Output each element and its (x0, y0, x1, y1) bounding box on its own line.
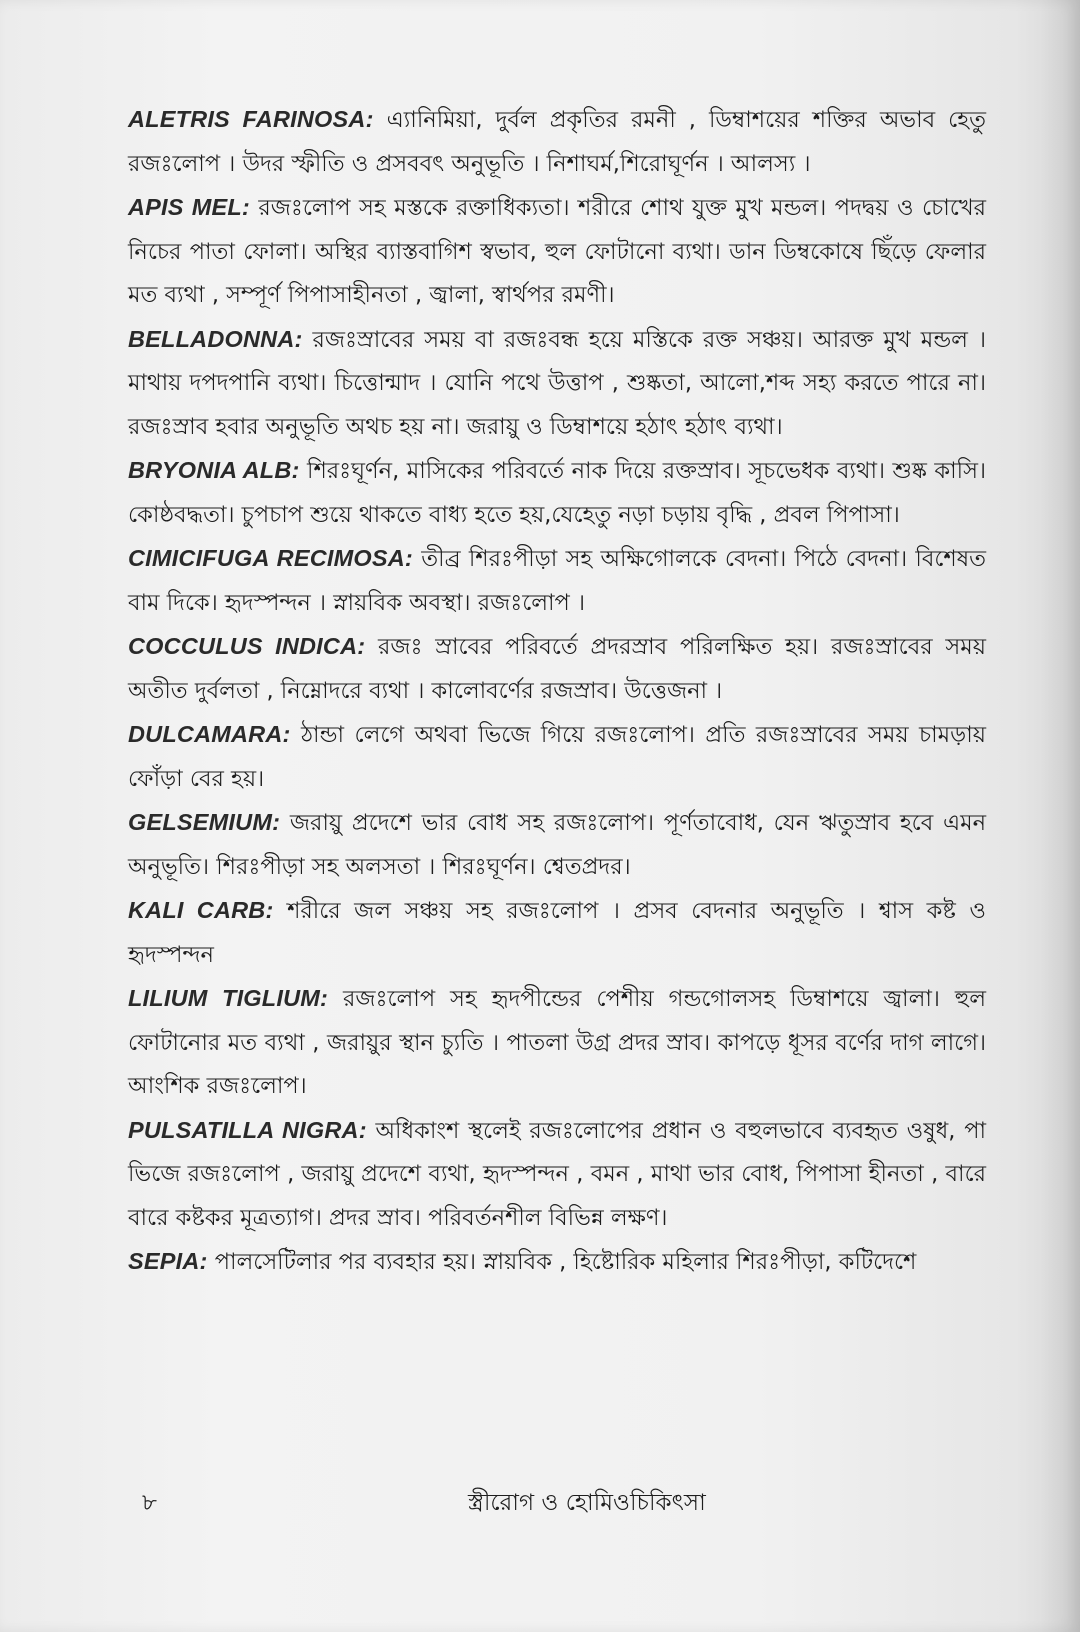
remedy-name: SEPIA: (128, 1248, 208, 1274)
remedy-entry (128, 318, 986, 450)
remedy-entry (128, 186, 986, 318)
remedy-name: CIMICIFUGA RECIMOSA: (128, 545, 413, 571)
remedy-name: DULCAMARA: (128, 721, 291, 747)
remedy-description: শিরঃঘূর্ণন, মাসিকের পরিবর্তে নাক দিয়ে রক্তস্রাব। সূচভেধক ব্যথা। শুষ্ক কাসি। কোষ্ঠবদ্ধতা। চুপচাপ শুয়ে থাকতে বাধ্য হতে হয়,যেহেতু নড়া চড়ায় বৃদ্ধি , প্রবল পিপাসা। (128, 458, 987, 528)
remedy-description: শরীরে জল সঞ্চয় সহ রজঃলোপ । প্রসব বেদনার অনুভূতি । শ্বাস কষ্ট ও হৃদস্পন্দন (128, 898, 986, 968)
remedy-name: COCCULUS INDICA: (128, 633, 366, 659)
remedy-entry (128, 1240, 986, 1285)
page-footer (128, 1480, 986, 1524)
book-title: স্ত্রীরোগ ও হোমিওচিকিৎসা (468, 1490, 706, 1516)
remedy-description: রজঃলোপ সহ মস্তকে রক্তাধিক্যতা। শরীরে শোথ যুক্ত মুখ মন্ডল। পদদ্বয় ও চোখের নিচের পাতা ফোলা। অস্থির ব্যাস্তবাগিশ স্বভাব, হুল ফোটানো ব্যথা। ডান ডিম্বকোষে ছিঁড়ে ফেলার মত ব্যথা , সম্পূর্ণ পিপাসাহীনতা , জ্বালা, স্বার্থপর রমণী। (128, 195, 986, 308)
remedy-description: রজঃস্রাবের সময় বা রজঃবন্ধ হয়ে মস্তিকে রক্ত সঞ্চয়। আরক্ত মুখ মন্ডল । মাথায় দপদপানি ব্যথা। চিত্তোন্মাদ । যোনি পথে উত্তাপ , শুষ্কতা, আলো,শব্দ সহ্য করতে পারে না। রজঃস্রাব হবার অনুভূতি অথচ হয় না। জরায়ু ও ডিম্বাশয়ে হঠাৎ হঠাৎ ব্যথা। (128, 326, 987, 440)
remedy-entry (128, 801, 986, 889)
remedy-entry (128, 977, 986, 1109)
remedy-name: LILIUM TIGLIUM: (128, 985, 329, 1011)
remedy-entry (128, 98, 986, 186)
remedy-description: তীব্র শিরঃপীড়া সহ অক্ষিগোলকে বেদনা। পিঠে বেদনা। বিশেষত বাম দিকে। হৃদস্পন্দন । স্নায়বিক অবস্থা। রজঃলোপ । (128, 546, 987, 616)
remedy-name: BELLADONNA: (128, 325, 303, 352)
remedy-list (128, 98, 986, 1285)
remedy-name: GELSEMIUM: (128, 809, 281, 835)
remedy-description: রজঃ স্রাবের পরিবর্তে প্রদরস্রাব পরিলক্ষিত হয়। রজঃস্রাবের সময় অতীত দুর্বলতা , নিম্নোদরে ব্যথা । কালোবর্ণের রজস্রাব। উত্তেজনা । (128, 634, 986, 704)
remedy-name: KALI CARB: (128, 897, 274, 923)
remedy-description: অধিকাংশ স্থলেই রজঃলোপের প্রধান ও বহুলভাবে ব্যবহৃত ওষুধ, পা ভিজে রজঃলোপ , জরায়ু প্রদেশে ব্যথা, হৃদস্পন্দন , বমন , মাথা ভার বোধ, পিপাসা হীনতা , বারে বারে কষ্টকর মূত্রত্যাগ। প্রদর স্রাব। পরিবর্তনশীল বিভিন্ন লক্ষণ। (128, 1117, 986, 1231)
remedy-description: এ্যানিমিয়া, দুর্বল প্রকৃতির রমনী , ডিম্বাশয়ের শক্তির অভাব হেতু রজঃলোপ । উদর স্ফীতি ও প্রসববৎ অনুভূতি । নিশাঘর্ম,শিরোঘূর্ণন । আলস্য । (128, 107, 986, 177)
remedy-name: PULSATILLA NIGRA: (128, 1116, 367, 1143)
page-number: ৮ (142, 1490, 157, 1516)
remedy-name: BRYONIA ALB: (128, 457, 300, 483)
remedy-description: জরায়ু প্রদেশে ভার বোধ সহ রজঃলোপ। পূর্ণতাবোধ, যেন ঋতুস্রাব হবে এমন অনুভূতি। শিরঃপীড়া সহ অলসতা । শিরঃঘূর্ণন। শ্বেতপ্রদর। (128, 810, 987, 880)
remedy-description: পালসেটিলার পর ব্যবহার হয়। স্নায়বিক , হিষ্টোরিক মহিলার শিরঃপীড়া, কটিদেশে (214, 1249, 917, 1275)
remedy-description: রজঃলোপ সহ হৃদপীন্ডের পেশীয় গন্ডগোলসহ ডিম্বাশয়ে জ্বালা। হুল ফোটানোর মত ব্যথা , জরায়ুর স্থান চ্যুতি । পাতলা উগ্র প্রদর স্রাব। কাপড়ে ধূসর বর্ণের দাগ লাগে। আংশিক রজঃলোপ। (128, 986, 986, 1099)
remedy-entry (128, 537, 986, 625)
remedy-description: ঠান্ডা লেগে অথবা ভিজে গিয়ে রজঃলোপ। প্রতি রজঃস্রাবের সময় চামড়ায় ফোঁড়া বের হয়। (128, 722, 987, 792)
remedy-entry (128, 713, 986, 801)
remedy-entry (128, 889, 986, 977)
remedy-entry (128, 625, 986, 713)
remedy-entry (128, 449, 986, 537)
remedy-name: APIS MEL: (128, 194, 250, 220)
remedy-name: ALETRIS FARINOSA: (128, 106, 374, 132)
remedy-entry (128, 1109, 986, 1241)
